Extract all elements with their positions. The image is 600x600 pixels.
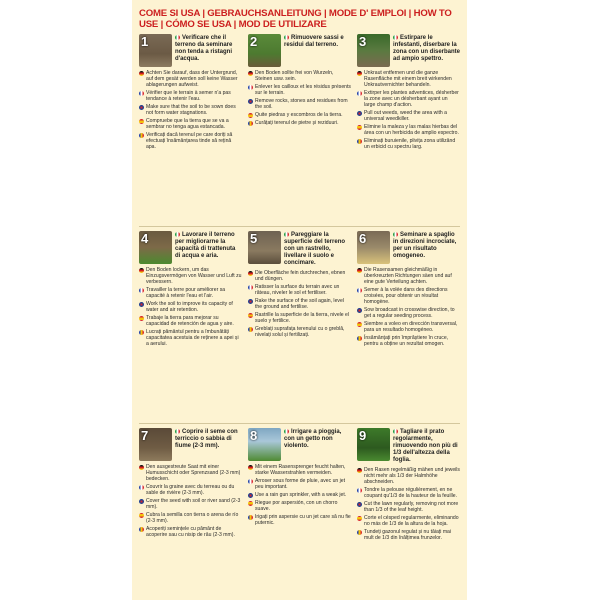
step-translations [248, 270, 351, 338]
translation-line [248, 298, 351, 310]
translation-line [248, 478, 351, 490]
translation-line [139, 301, 242, 313]
step-translations [139, 267, 242, 347]
step-header [139, 34, 242, 67]
step-number: 3 [359, 34, 367, 49]
step-heading-text: Coprire il seme con terriccio o sabbia di fiume (2-3 mm). [175, 429, 238, 449]
translation-line [139, 104, 242, 116]
translation-line [248, 112, 351, 118]
translation-line [357, 501, 460, 513]
step-number: 6 [359, 231, 367, 246]
romanian-flag-icon [139, 133, 144, 138]
row-divider [139, 423, 460, 424]
step-translations [357, 70, 460, 150]
step-card-2 [248, 34, 351, 224]
translation-text: Mit einem Rasensprenger feucht halten, starke Wasserstrahlen vermeiden. [255, 464, 346, 476]
english-flag-icon [248, 99, 253, 104]
translation-text: Achten Sie darauf, dass der Untergrund, auf dem gesät werden soll keine Wasser ablagerungen aufweist. [146, 70, 238, 88]
translation-line [357, 467, 460, 485]
english-flag-icon [139, 499, 144, 504]
step-translations [357, 267, 460, 347]
translation-text: Acoperiți semințele cu pământ de acoperire sau cu nisip de râu (2-3 mm). [146, 526, 235, 538]
step-translations [139, 464, 242, 538]
step-heading-text: Rimuovere sassi e residui dal terreno. [284, 35, 344, 48]
german-flag-icon [357, 268, 362, 273]
german-flag-icon [248, 271, 253, 276]
translation-text: Den Rasen regelmäßig mähen und jeweils nicht mehr als 1/3 der Halmhöhe abschneiden. [364, 467, 460, 485]
translation-text: Den ausgestreute Saat mit einer Humusschicht oder Sprenzsand (2-3 mm) bedecken. [146, 464, 241, 482]
translation-line [248, 84, 351, 96]
translation-text: Greblați suprafața terenului cu o greblă, nivelați solul și fertilizați. [255, 326, 345, 338]
spanish-flag-icon [357, 516, 362, 521]
translation-line [139, 287, 242, 299]
step-photo [139, 34, 172, 67]
romanian-flag-icon [357, 139, 362, 144]
translation-line [357, 90, 460, 108]
translation-text: Curățați terenul de pietre și reziduuri. [255, 120, 339, 126]
translation-text: Ratisser la surface du terrain avec un râteau, niveler le sol et fertiliser. [255, 284, 340, 296]
translation-line [139, 118, 242, 130]
translation-line [357, 138, 460, 150]
translation-text: Vérifier que le terrain à semer n'a pas tendance à retenir l'eau. [146, 90, 231, 102]
step-number: 7 [141, 428, 149, 443]
step-number: 9 [359, 428, 367, 443]
step-translations [357, 467, 460, 541]
spanish-flag-icon [357, 322, 362, 327]
italian-flag-icon [175, 232, 180, 237]
french-flag-icon [248, 85, 253, 90]
translation-line [248, 514, 351, 526]
step-heading [175, 428, 242, 450]
translation-text: Sow broadcast in crosswise direction, to get a regular seeding process. [364, 307, 455, 319]
step-heading-text: Tagliare il prato regolarmente, rimuovendo non più di 1/3 dell'altezza della foglia. [393, 429, 458, 463]
translation-line [139, 526, 242, 538]
step-number: 5 [250, 231, 258, 246]
italian-flag-icon [284, 429, 289, 434]
translation-line [248, 284, 351, 296]
german-flag-icon [139, 71, 144, 76]
translation-line [139, 512, 242, 524]
step-header [248, 34, 351, 67]
romanian-flag-icon [248, 327, 253, 332]
translation-text: Make sure that the soil to be sown does not form water stagnations. [146, 104, 236, 116]
step-card-1 [139, 34, 242, 224]
spanish-flag-icon [248, 113, 253, 118]
translation-line [248, 326, 351, 338]
step-header [139, 231, 242, 264]
italian-flag-icon [175, 429, 180, 434]
translation-text: Irigați prin aspersie cu un jet care să nu fie puternic. [255, 514, 351, 526]
translation-text: Die Rasensamen gleichmäßig in überkreuzten Richtungen säen und auf eine gute Verteilung achten. [364, 267, 452, 285]
step-number: 2 [250, 34, 258, 49]
italian-flag-icon [393, 35, 398, 40]
step-photo [357, 231, 390, 264]
spanish-flag-icon [357, 125, 362, 130]
translation-text: Corte el césped regularmente, eliminando no más de 1/3 de la altura de la hoja. [364, 515, 459, 527]
translation-line [357, 307, 460, 319]
french-flag-icon [357, 91, 362, 96]
step-card-9 [357, 428, 460, 600]
translation-line [139, 315, 242, 327]
italian-flag-icon [284, 232, 289, 237]
translation-line [357, 287, 460, 305]
translation-line [357, 515, 460, 527]
translation-text: Use a rain gun sprinkler, with a weak jet. [255, 492, 347, 498]
translation-text: Trabaje la tierra para mejorar su capacidad de retención de agua y aire. [146, 315, 234, 327]
romanian-flag-icon [357, 336, 362, 341]
translation-line [357, 335, 460, 347]
step-heading-text: Estirpare le infestanti, diserbare la zona con un diserbante ad ampio spettro. [393, 35, 460, 62]
translation-text: Semer à la volée dans des directions croisées, pour obtenir un résultat homogène. [364, 287, 448, 305]
translation-line [248, 492, 351, 498]
translation-text: Tondre la pelouse régulièrement, en ne coupant qu'1/3 de la hauteur de la feuille. [364, 487, 458, 499]
step-header [357, 428, 460, 464]
step-header [357, 34, 460, 67]
spanish-flag-icon [139, 316, 144, 321]
step-heading-text: Lavorare il terreno per migliorarne la capacità di trattenuta di acqua e aria. [175, 232, 236, 259]
english-flag-icon [139, 105, 144, 110]
step-card-4 [139, 231, 242, 421]
translation-text: Lucrați pământul pentru a îmbunătăți capacitatea acestuia de reținere a apei și a aerului. [146, 329, 239, 347]
translation-text: Work the soil to improve its capacity of water and air retention. [146, 301, 233, 313]
italian-flag-icon [175, 35, 180, 40]
step-heading [175, 34, 242, 63]
translation-text: Verificați dacă terenul pe care doriți să efectuați însămânțarea tinde să rețină apa. [146, 132, 233, 150]
step-photo [248, 34, 281, 67]
translation-text: Cut the lawn regularly, removing not more than 1/3 of the leaf height. [364, 501, 459, 513]
romanian-flag-icon [357, 530, 362, 535]
translation-line [139, 90, 242, 102]
translation-line [139, 267, 242, 285]
translation-text: Arroser sous forme de pluie, avec un jet peu important. [255, 478, 346, 490]
french-flag-icon [139, 485, 144, 490]
translation-text: Den Boden lockern, um das Einzugsvermögen von Wasser und Luft zu verbessern. [146, 267, 242, 285]
translation-line [357, 124, 460, 136]
translation-text: Unkraut entfernen und die ganze Rasenfläche mit einem breit wirkenden Unkrautvernichter behandeln. [364, 70, 452, 88]
step-card-6 [357, 231, 460, 421]
spanish-flag-icon [248, 501, 253, 506]
translation-line [357, 321, 460, 333]
translation-line [248, 270, 351, 282]
steps-grid [139, 34, 460, 600]
translation-text: Den Boden sollte frei von Wurzeln, Steinen usw. sein. [255, 70, 334, 82]
step-heading [284, 231, 351, 267]
step-translations [248, 464, 351, 526]
step-photo [357, 34, 390, 67]
translation-text: Cubra la semilla con tierra o arena de río (2-3 mm). [146, 512, 239, 524]
german-flag-icon [139, 268, 144, 273]
translation-line [357, 529, 460, 541]
german-flag-icon [139, 465, 144, 470]
translation-line [139, 70, 242, 88]
english-flag-icon [248, 493, 253, 498]
step-heading [393, 231, 460, 260]
english-flag-icon [357, 502, 362, 507]
step-number: 8 [250, 428, 258, 443]
english-flag-icon [357, 111, 362, 116]
translation-text: Siembre a voleo en dirección transversal, para un resultado homogéneo. [364, 321, 458, 333]
german-flag-icon [248, 465, 253, 470]
translation-text: Pull out weeds, weed the area with a universal weedkiller. [364, 110, 447, 122]
step-translations [139, 70, 242, 150]
translation-text: Însămânțați prin împrăștiere în cruce, pentru a obține un rezultat omogen. [364, 335, 449, 347]
step-number: 4 [141, 231, 149, 246]
translation-text: Extirper les plantes adventices, désherber la zone avec un désherbant ayant un large champ d'action. [364, 90, 459, 108]
translation-line [139, 484, 242, 496]
step-heading-text: Seminare a spaglio in direzioni incrociate, per un risultato omogeneo. [393, 232, 457, 259]
translation-line [248, 312, 351, 324]
step-header [357, 231, 460, 264]
step-card-8 [248, 428, 351, 600]
romanian-flag-icon [248, 121, 253, 126]
step-heading-text: Pareggiare la superficie del terreno con un rastrello, livellare il suolo e concimare. [284, 232, 346, 266]
german-flag-icon [357, 71, 362, 76]
translation-line [357, 110, 460, 122]
french-flag-icon [248, 479, 253, 484]
translation-line [248, 120, 351, 126]
translation-line [357, 267, 460, 285]
translation-text: Remove rocks, stones and residues from the soil. [255, 98, 348, 110]
step-heading [393, 428, 460, 464]
translation-text: Compruebe que la tierra que se va a sembrar no tenga agua estancada. [146, 118, 229, 130]
translation-text: Die Oberfläche fein durchrechen, ebnen und düngen. [255, 270, 346, 282]
step-header [248, 231, 351, 267]
step-photo [248, 231, 281, 264]
translation-line [248, 70, 351, 82]
translation-text: Couvrir la graine avec du terreau ou du sable de rivière (2-3 mm). [146, 484, 235, 496]
translation-line [357, 70, 460, 88]
translation-text: Cover the seed with soil or river sand (2-3 mm). [146, 498, 241, 510]
french-flag-icon [357, 488, 362, 493]
french-flag-icon [139, 91, 144, 96]
translation-text: Quite piedras y escombros de la tierra. [255, 112, 343, 118]
spanish-flag-icon [248, 313, 253, 318]
spanish-flag-icon [139, 119, 144, 124]
translation-text: Tundeți gazonul regulat și nu tăiați mai mult de 1/3 din înălțimea frunzelor. [364, 529, 452, 541]
step-number: 1 [141, 34, 149, 49]
step-photo [357, 428, 390, 461]
step-card-7 [139, 428, 242, 600]
step-heading-text: Verificare che il terreno da seminare non tenda a ristagni d'acqua. [175, 35, 233, 62]
step-card-5 [248, 231, 351, 421]
step-photo [248, 428, 281, 461]
step-heading [284, 34, 351, 49]
french-flag-icon [357, 288, 362, 293]
step-header [139, 428, 242, 461]
translation-line [139, 464, 242, 482]
italian-flag-icon [393, 429, 398, 434]
translation-text: Enlever les cailloux et les résidus présents sur le terrain. [255, 84, 351, 96]
translation-text: Elimine la maleza y las malas hierbas del área con un herbicida de amplio espectro. [364, 124, 459, 136]
translation-line [248, 464, 351, 476]
step-heading [284, 428, 351, 450]
translation-text: Travailler la terre pour améliorer sa capacité à retenir l'eau et l'air. [146, 287, 226, 299]
english-flag-icon [248, 299, 253, 304]
translation-text: Eliminați buruienile, plivița zona utilizând un erbicid cu spectru larg. [364, 138, 456, 150]
step-heading [175, 231, 242, 260]
step-photo [139, 428, 172, 461]
page-title: COME SI USA | GEBRAUCHSANLEITUNG | MODE D' EMPLOI | HOW TO USE | CÓMO SE USA | MOD DE UTILIZARE [139, 8, 452, 30]
french-flag-icon [139, 288, 144, 293]
step-heading [393, 34, 460, 63]
translation-text: Rastrille la superficie de la tierra, nivele el suelo y fertilice. [255, 312, 349, 324]
translation-text: Rake the surface of the soil again, level the ground and fertilise. [255, 298, 344, 310]
italian-flag-icon [284, 35, 289, 40]
translation-line [248, 98, 351, 110]
translation-text: Riegue por aspersión, con un chorro suave. [255, 500, 338, 512]
romanian-flag-icon [139, 330, 144, 335]
step-heading-text: Irrigare a pioggia, con un getto non violento. [284, 429, 342, 449]
french-flag-icon [248, 285, 253, 290]
italian-flag-icon [393, 232, 398, 237]
translation-line [357, 487, 460, 499]
german-flag-icon [248, 71, 253, 76]
translation-line [139, 329, 242, 347]
translation-line [248, 500, 351, 512]
row-divider [139, 226, 460, 227]
english-flag-icon [139, 302, 144, 307]
translation-line [139, 132, 242, 150]
step-card-3 [357, 34, 460, 224]
english-flag-icon [357, 308, 362, 313]
romanian-flag-icon [139, 527, 144, 532]
step-translations [248, 70, 351, 126]
spanish-flag-icon [139, 513, 144, 518]
translation-line [139, 498, 242, 510]
step-header [248, 428, 351, 461]
step-photo [139, 231, 172, 264]
romanian-flag-icon [248, 515, 253, 520]
german-flag-icon [357, 468, 362, 473]
instruction-sheet [132, 0, 467, 600]
